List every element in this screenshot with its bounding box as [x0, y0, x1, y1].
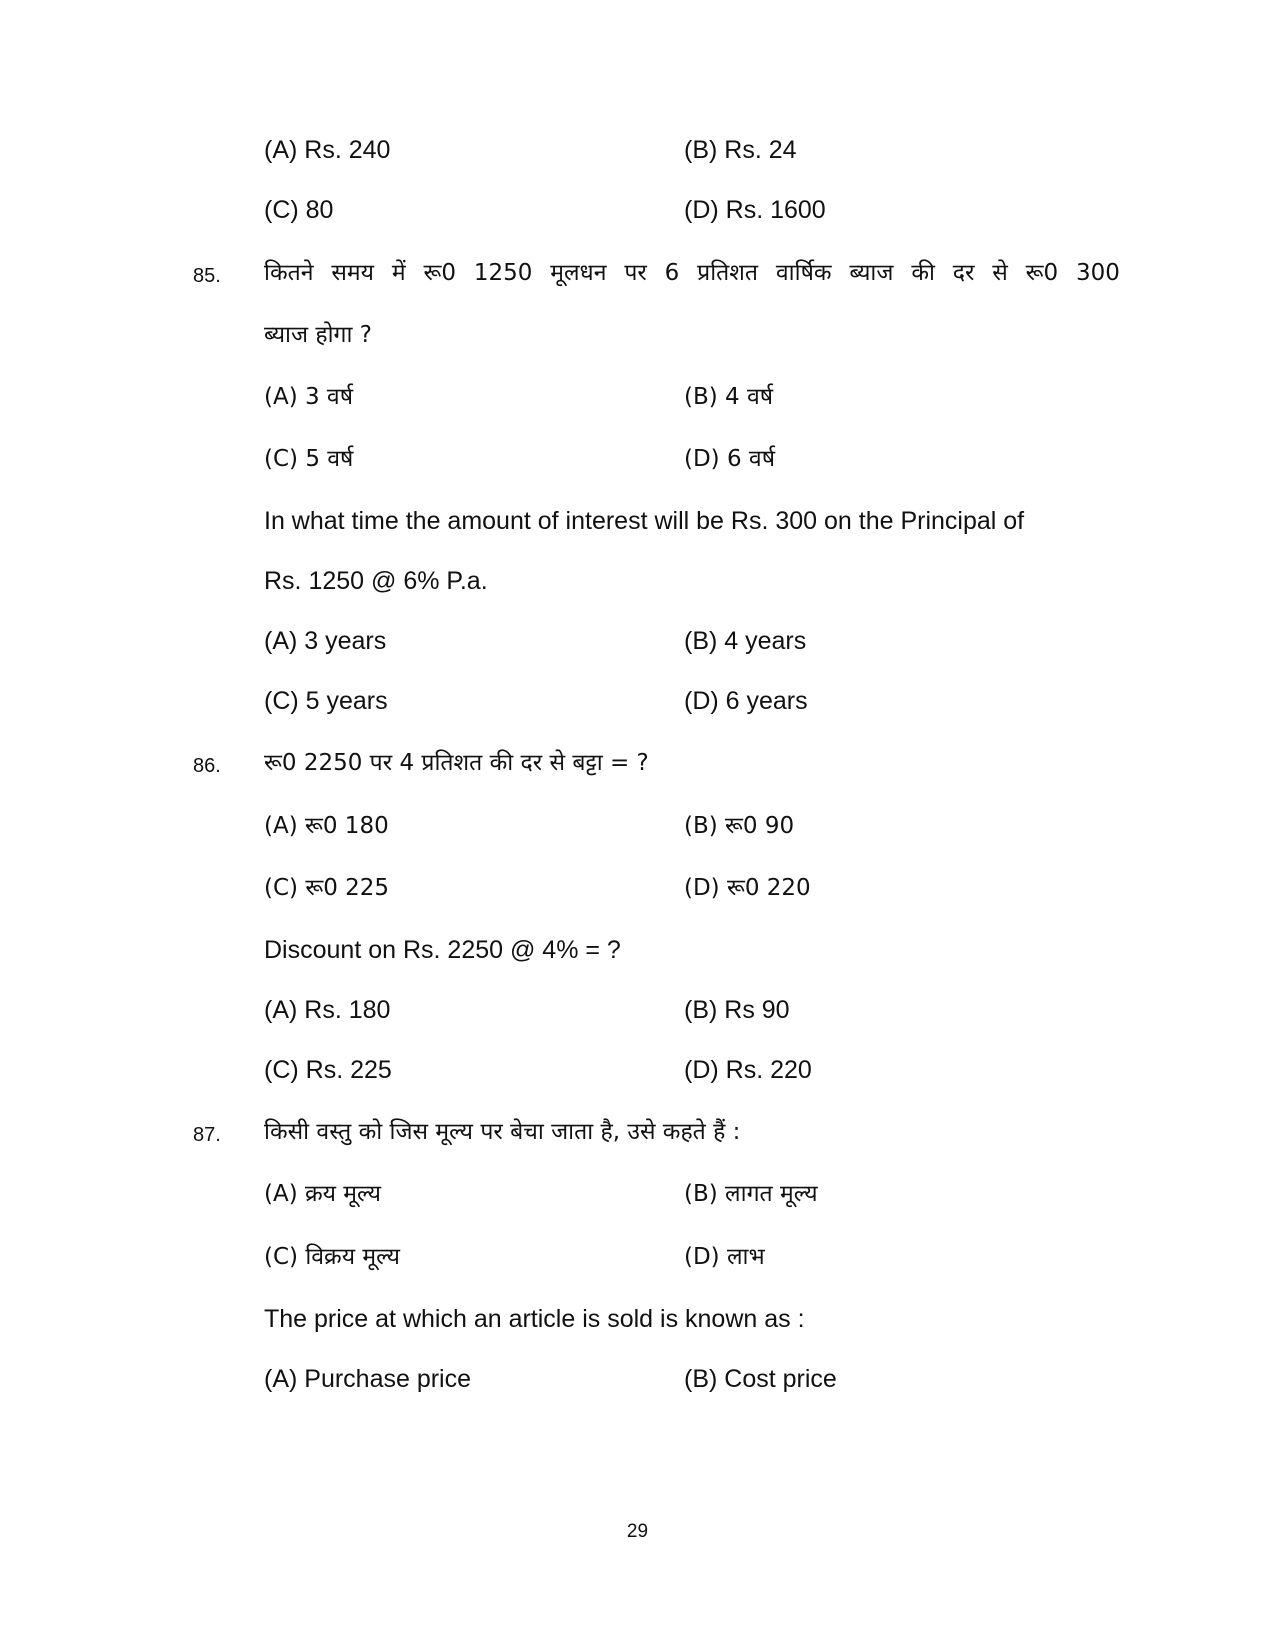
q85-word: प्रतिशत	[697, 260, 759, 286]
question-85-english-line2: Rs. 1250 @ 6% P.a.	[264, 567, 488, 595]
q87-hindi-option-a: (A) क्रय मूल्य	[264, 1181, 381, 1207]
q86-hindi-option-b: (B) रू0 90	[684, 813, 795, 839]
question-86-number: 86.	[193, 755, 221, 777]
question-85-number: 85.	[193, 265, 221, 287]
q85-word: मूलधन	[550, 260, 607, 286]
question-87-english: The price at which an article is sold is known as :	[264, 1305, 805, 1333]
q85-word: कितने	[264, 260, 314, 286]
q87-english-option-a: (A) Purchase price	[264, 1365, 472, 1393]
q85-word: ब्याज	[849, 260, 894, 286]
q86-hindi-option-a: (A) रू0 180	[264, 813, 389, 839]
prev-option-d: (D) Rs. 1600	[684, 196, 826, 224]
q85-english-option-c: (C) 5 years	[264, 687, 388, 715]
q85-word: 300	[1076, 260, 1120, 286]
prev-option-b: (B) Rs. 24	[684, 136, 797, 164]
q85-word: रू0	[1025, 260, 1059, 286]
q85-hindi-option-d: (D) 6 वर्ष	[684, 446, 775, 472]
q85-hindi-option-c: (C) 5 वर्ष	[264, 446, 354, 472]
q86-hindi-option-d: (D) रू0 220	[684, 875, 811, 901]
q85-word: 1250	[473, 260, 533, 286]
page-number: 29	[626, 1521, 649, 1542]
q85-word: समय	[331, 260, 374, 286]
q86-english-option-d: (D) Rs. 220	[684, 1056, 812, 1084]
q86-english-option-b: (B) Rs 90	[684, 996, 790, 1024]
q85-word: रू0	[423, 260, 456, 286]
q87-hindi-option-d: (D) लाभ	[684, 1244, 765, 1270]
q86-english-option-c: (C) Rs. 225	[264, 1056, 392, 1084]
q85-english-option-d: (D) 6 years	[684, 687, 808, 715]
q85-word: पर	[624, 260, 647, 286]
q85-english-option-a: (A) 3 years	[264, 627, 387, 655]
q85-word: दर	[952, 260, 975, 286]
q86-hindi-option-c: (C) रू0 225	[264, 875, 390, 901]
q85-hindi-option-a: (A) 3 वर्ष	[264, 384, 354, 410]
q85-word: वार्षिक	[775, 260, 832, 286]
question-85-english-line1: In what time the amount of interest will be Rs. 300 on the Principal of	[264, 507, 1025, 535]
prev-option-c: (C) 80	[264, 196, 334, 224]
q87-hindi-option-b: (B) लागत मूल्य	[684, 1181, 818, 1207]
question-85-hindi-line2: ब्याज होगा ?	[264, 322, 372, 348]
q86-english-option-a: (A) Rs. 180	[264, 996, 391, 1024]
question-87-hindi: किसी वस्तु को जिस मूल्य पर बेचा जाता है, उसे कहते हैं :	[264, 1119, 741, 1145]
q85-word: से	[992, 260, 1008, 286]
q87-english-option-b: (B) Cost price	[684, 1365, 837, 1393]
prev-option-a: (A) Rs. 240	[264, 136, 391, 164]
q85-word: में	[391, 260, 406, 286]
q85-word: 6	[664, 260, 680, 286]
question-86-hindi: रू0 2250 पर 4 प्रतिशत की दर से बट्टा = ?	[264, 750, 649, 776]
q85-word: की	[911, 260, 935, 286]
q87-hindi-option-c: (C) विक्रय मूल्य	[264, 1244, 400, 1270]
question-87-number: 87.	[193, 1124, 221, 1146]
question-86-english: Discount on Rs. 2250 @ 4% = ?	[264, 936, 621, 964]
q85-hindi-option-b: (B) 4 वर्ष	[684, 384, 774, 410]
q85-english-option-b: (B) 4 years	[684, 627, 807, 655]
question-85-hindi-line1	[264, 253, 1120, 293]
